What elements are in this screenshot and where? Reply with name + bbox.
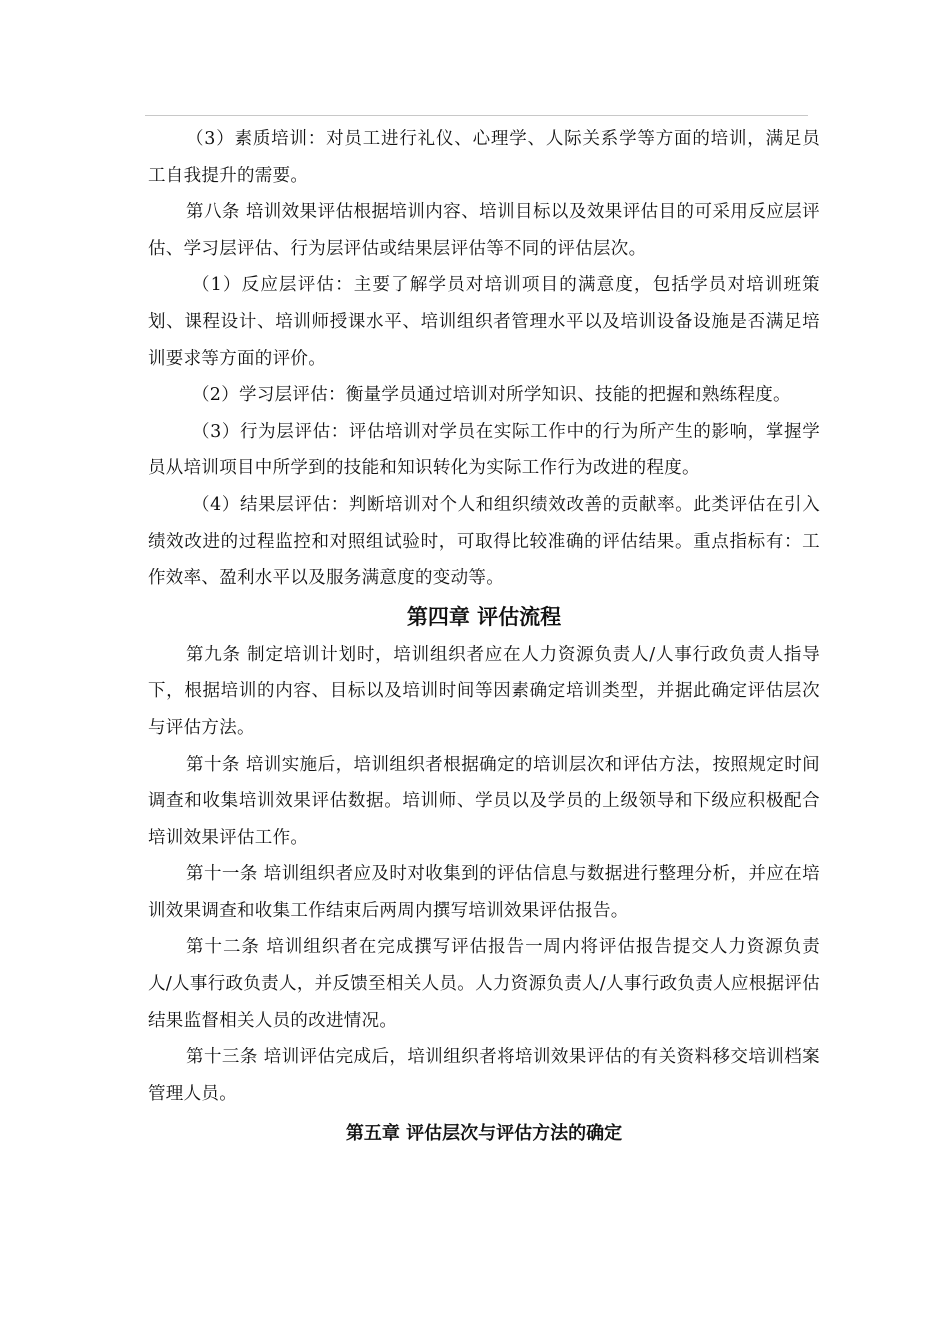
document-body (148, 121, 820, 1152)
paragraph-article-13: 第十三条 培训评估完成后，培训组织者将培训效果评估的有关资料移交培训档案管理人员。 (148, 1047, 820, 1104)
paragraph-result-level: （4）结果层评估：判断培训对个人和组织绩效改善的贡献率。此类评估在引入绩效改进的过程监控和对照组试验时，可取得比较准确的评估结果。重点指标有：工作效率、盈利水平以及服务满意度的变动等。 (148, 494, 820, 589)
chapter-5-title: 第五章 评估层次与评估方法的确定 (345, 1123, 623, 1145)
header-rule (145, 115, 808, 116)
paragraph-article-10: 第十条 培训实施后，培训组织者根据确定的培训层次和评估方法，按照规定时间调查和收集培训效果评估数据。培训师、学员以及学员的上级领导和下级应积极配合培训效果评估工作。 (148, 754, 820, 848)
paragraph-learning-level: （2）学习层评估：衡量学员通过培训对所学知识、技能的把握和熟练程度。 (192, 385, 791, 406)
paragraph-article-11: 第十一条 培训组织者应及时对收集到的评估信息与数据进行整理分析，并应在培训效果调查和收集工作结束后两周内撰写培训效果评估报告。 (148, 864, 820, 921)
paragraph-reaction-level: （1）反应层评估：主要了解学员对培训项目的满意度，包括学员对培训班策划、课程设计、培训师授课水平、培训组织者管理水平以及培训设备设施是否满足培训要求等方面的评价。 (148, 275, 820, 369)
paragraph-article-9: 第九条 制定培训计划时，培训组织者应在人力资源负责人/人事行政负责人指导下，根据培训的内容、目标以及培训时间等因素确定培训类型，并据此确定评估层次与评估方法。 (148, 644, 820, 738)
paragraph-article-8: 第八条 培训效果评估根据培训内容、培训目标以及效果评估目的可采用反应层评估、学习层评估、行为层评估或结果层评估等不同的评估层次。 (148, 202, 820, 259)
paragraph-quality-training: （3）素质培训：对员工进行礼仪、心理学、人际关系学等方面的培训，满足员工自我提升的需要。 (148, 129, 820, 186)
paragraph-article-12: 第十二条 培训组织者在完成撰写评估报告一周内将评估报告提交人力资源负责人/人事行政负责人，并反馈至相关人员。人力资源负责人/人事行政负责人应根据评估结果监督相关人员的改进情况。 (148, 937, 820, 1031)
paragraph-behavior-level: （3）行为层评估：评估培训对学员在实际工作中的行为所产生的影响，掌握学员从培训项目中所学到的技能和知识转化为实际工作行为改进的程度。 (148, 421, 820, 479)
chapter-4-title: 第四章 评估流程 (406, 603, 562, 629)
